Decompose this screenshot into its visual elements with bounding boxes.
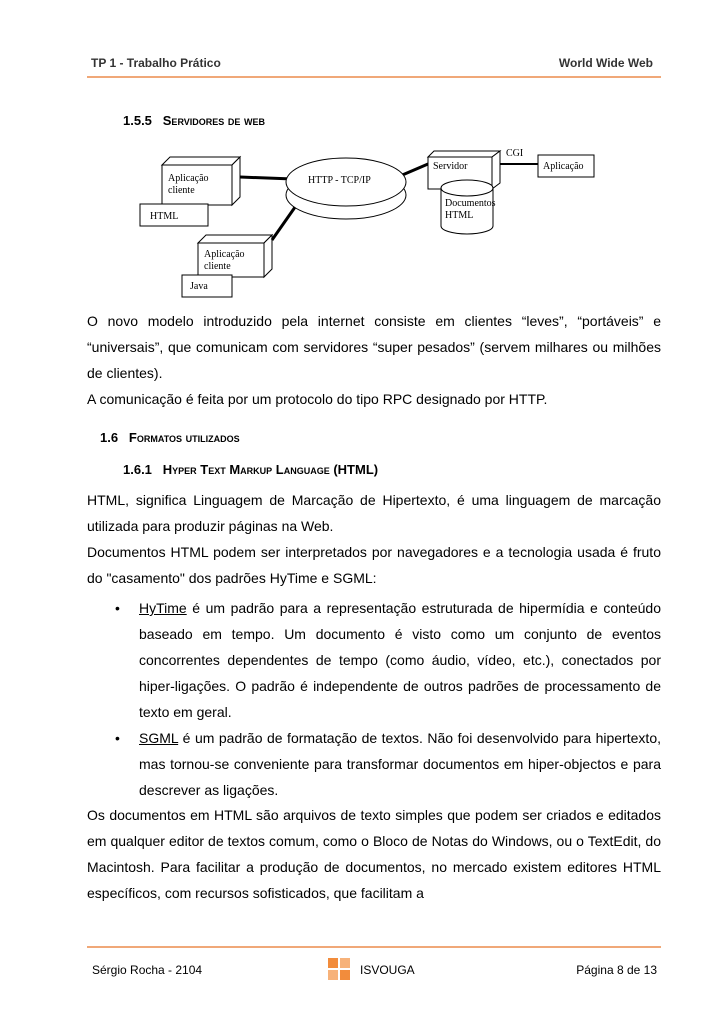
java-box-label: Java — [190, 281, 208, 292]
section-title: Hyper Text Markup Language — [162, 462, 330, 477]
list-item-term: HyTime — [139, 600, 187, 616]
standards-list — [115, 595, 661, 803]
cgi-label: CGI — [506, 148, 524, 159]
server-label: Servidor — [433, 161, 468, 172]
footer-institution: ISVOUGA — [360, 963, 415, 977]
client-box-2-top — [198, 235, 272, 243]
documents-label-line2: HTML — [445, 210, 474, 221]
server-box-side — [492, 151, 500, 189]
section-heading-1-5-5 — [123, 113, 265, 128]
client-box-2-side — [264, 235, 272, 277]
client-2-label-line1: Aplicação — [204, 249, 245, 260]
application-label: Aplicação — [543, 161, 584, 172]
paragraph-editors: Os documentos em HTML são arquivos de texto simples que podem ser criados e editados em qualquer editor de textos comum, como o Bloco de Notas do Windows, ou o TextEdit, do Macintosh. Para facilitar a produção de documentos, no mercado existem editores HTML específicos, com recursos sofisticados, que facilitam a — [87, 807, 661, 901]
client-1-label-line2: cliente — [168, 185, 195, 196]
footer-page-number: Página 8 de 13 — [576, 963, 657, 977]
list-item-text: é um padrão para a representação estruturada de hipermídia e conteúdo baseado em tempo. Um documento é visto como um conjunto de eventos concorrentes dependentes de tempo (como áudio, vídeo, etc.), conectados por hiper-ligações. O padrão é independente de outros padrões de processamento de texto em geral. — [139, 600, 661, 720]
documents-label-line1: Documentos — [445, 198, 496, 209]
footer-rule — [87, 946, 661, 948]
bullet-icon: • — [115, 730, 120, 746]
section-number: 1.6 — [100, 430, 119, 445]
header-rule — [87, 76, 661, 78]
bullet-icon: • — [115, 600, 120, 616]
client-box-1-side — [232, 157, 240, 205]
list-item-term: SGML — [139, 730, 179, 746]
link-server — [400, 164, 428, 176]
header-doc-title: TP 1 - Trabalho Prático — [91, 56, 221, 70]
footer-author: Sérgio Rocha - 2104 — [92, 963, 203, 977]
section-title-suffix: (HTML) — [333, 462, 379, 477]
web-server-diagram — [130, 140, 610, 305]
paragraph-html-origins: Documentos HTML podem ser interpretados por navegadores e a tecnologia usada é fruto do "casamento" dos padrões HyTime e SGML: — [87, 544, 661, 586]
server-box-top — [428, 151, 500, 157]
paragraph-http: A comunicação é feita por um protocolo do tipo RPC designado por HTTP. — [87, 391, 548, 407]
link-client-1 — [240, 177, 293, 179]
list-item — [115, 595, 661, 725]
html-box-label: HTML — [150, 211, 179, 222]
html-paragraphs — [87, 487, 661, 591]
client-box-1-top — [162, 157, 240, 165]
list-item-text: é um padrão de formatação de textos. Não foi desenvolvido para hipertexto, mas tornou-se conveniente para transformar documentos em hiper-objectos e para descrever as ligações. — [139, 730, 661, 798]
paragraph-html-definition: HTML, significa Linguagem de Marcação de Hipertexto, é uma linguagem de marcação utilizada para produzir páginas na Web. — [87, 492, 661, 534]
header-topic: World Wide Web — [558, 56, 653, 70]
intro-paragraphs — [87, 308, 661, 412]
section-number: 1.6.1 — [123, 462, 152, 477]
documents-cylinder-top — [441, 180, 493, 196]
protocol-label: HTTP - TCP/IP — [308, 175, 371, 186]
section-title: Servidores de web — [162, 113, 266, 128]
section-heading-1-6 — [100, 430, 240, 445]
list-item — [115, 725, 661, 803]
section-title: Formatos utilizados — [128, 430, 240, 445]
client-2-label-line2: cliente — [204, 261, 231, 272]
section-heading-1-6-1 — [123, 462, 378, 477]
section-number: 1.5.5 — [123, 113, 152, 128]
client-1-label-line1: Aplicação — [168, 173, 209, 184]
paragraph-client-server: O novo modelo introduzido pela internet consiste em clientes “leves”, “portáveis” e “universais”, que comunicam com servidores “super pesados” (servem milhares ou milhões de clientes). — [87, 313, 661, 381]
isvouga-logo-icon — [328, 958, 350, 980]
editors-paragraph-container — [87, 802, 661, 906]
